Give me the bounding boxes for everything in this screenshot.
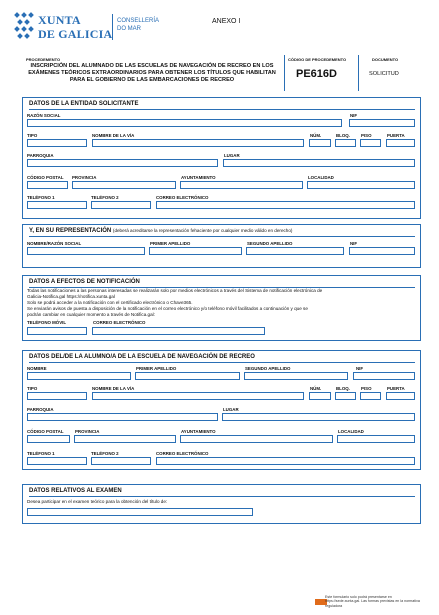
alumno-lugar-field[interactable] xyxy=(222,413,415,421)
rep-nif-field[interactable] xyxy=(349,247,415,255)
field-label: Solo se podrá acceder a la notificación con el certificado electrónico o Chave365. xyxy=(27,300,193,305)
field-label: NOMBRE xyxy=(27,366,47,371)
telefono2-field[interactable] xyxy=(91,201,151,209)
field-label: NOMBRE DE LA VÍA xyxy=(92,133,135,138)
field-label: CÓDIGO POSTAL xyxy=(27,429,64,434)
field-label: NIF xyxy=(350,241,358,246)
alumno-bloque-field[interactable] xyxy=(335,392,356,400)
field-label: AYUNTAMIENTO xyxy=(181,175,216,180)
alumno-telefono2-field[interactable] xyxy=(91,457,151,465)
alumno-ayuntamiento-field[interactable] xyxy=(180,435,333,443)
field-label: LUGAR xyxy=(224,153,240,158)
procedure-code: PE616D xyxy=(296,68,337,80)
alumno-tipo-via-field[interactable] xyxy=(27,392,87,400)
field-label: TELÉFONO 1 xyxy=(27,195,55,200)
nif-field[interactable] xyxy=(349,119,415,127)
section-student: DATOS DEL/DE LA ALUMNO/A DE LA ESCUELA DE NAVEGACIÓN DE RECREO NOMBRE PRIMER APELLIDO SEGUNDO APELLIDO NIF TIPO NOMBRE DE LA VÍA NÚM. BLOQ. PISO PUERTA PARROQUIA LUGAR CÓDIGO POSTAL PROVINCIA AYUNTAMIENTO LOCALIDAD TELÉFONO 1 TELÉFONO 2 CORREO ELECTRÓNICO xyxy=(22,350,421,470)
field-label: PUERTA xyxy=(387,386,405,391)
alumno-nombre-via-field[interactable] xyxy=(92,392,304,400)
field-label: PUERTA xyxy=(387,133,405,138)
field-label: Galicia-Notifica.gal https://notifica.xunta.gal xyxy=(27,294,115,299)
parroquia-field[interactable] xyxy=(27,159,218,167)
rep-apellido1-field[interactable] xyxy=(149,247,242,255)
xunta-emblem-icon xyxy=(14,12,34,44)
alumno-apellido1-field[interactable] xyxy=(135,372,240,380)
alumno-piso-field[interactable] xyxy=(360,392,381,400)
alumno-apellido2-field[interactable] xyxy=(244,372,348,380)
field-label: LUGAR xyxy=(223,407,239,412)
field-label: Se enviarán avisos de puesta a disposición de la notificación en el correo electrónico y/o teléfono móvil facilitados a continuación y que se xyxy=(27,306,308,311)
field-label: PRIMER APELLIDO xyxy=(136,366,177,371)
field-label: TELÉFONO 2 xyxy=(91,451,119,456)
procedure-title: INSCRIPCIÓN DEL ALUMNADO DE LAS ESCUELAS DE NAVEGACIÓN DE RECREO EN LOS EXÁMENES TEÓRICOS EXTRAORDINARIOS PARA OBTENER LOS TÍTULOS QUE HABILITAN PARA EL GOBIERNO DE LAS EMBARCACIONES DE RECREO xyxy=(28,63,276,83)
section-representation: Y, EN SU REPRESENTACIÓN (deberá acreditarse la representación fehaciente por cualquier medio válido en derecho) NOMBRE/RAZÓN SOCIAL PRIMER APELLIDO SEGUNDO APELLIDO NIF xyxy=(22,224,421,268)
notif-email-field[interactable] xyxy=(92,327,265,335)
field-label: NOMBRE/RAZÓN SOCIAL xyxy=(27,241,82,246)
field-label: CORREO ELECTRÓNICO xyxy=(156,451,209,456)
telefono1-field[interactable] xyxy=(27,201,87,209)
field-label: TELÉFONO MÓVIL xyxy=(27,320,67,325)
field-label: RAZÓN SOCIAL xyxy=(27,113,61,118)
field-label: LOCALIDAD xyxy=(308,175,334,180)
field-label: SEGUNDO APELLIDO xyxy=(245,366,291,371)
alumno-puerta-field[interactable] xyxy=(386,392,415,400)
section-applicant-entity: DATOS DE LA ENTIDAD SOLICITANTE RAZÓN SOCIAL NIF TIPO NOMBRE DE LA VÍA NÚM. BLOQ. PISO PUERTA PARROQUIA LUGAR CÓDIGO POSTAL PROVINCIA AYUNTAMIENTO LOCALIDAD TELÉFONO 1 TELÉFONO 2 CORREO ELECTRÓNICO xyxy=(22,97,421,219)
procedure-header: PROCEDEMENTO INSCRIPCIÓN DEL ALUMNADO DE LAS ESCUELAS DE NAVEGACIÓN DE RECREO EN LOS EXÁMENES TEÓRICOS EXTRAORDINARIOS PARA OBTENER LOS TÍTULOS QUE HABILITAN PARA EL GOBIERNO DE LAS EMBARCACIONES DE RECREO CÓDIGO DE PROCEDEMENTO PE616D DOCUMENTO SOLICITUD xyxy=(22,55,421,91)
alumno-email-field[interactable] xyxy=(156,457,415,465)
field-label: NIF xyxy=(356,366,364,371)
lugar-field[interactable] xyxy=(223,159,415,167)
document-type: SOLICITUD xyxy=(369,71,399,77)
movil-field[interactable] xyxy=(27,327,87,335)
alumno-provincia-field[interactable] xyxy=(74,435,176,443)
ayuntamiento-field[interactable] xyxy=(180,181,303,189)
xunta-logo: XUNTA DE GALICIA CONSELLERÍA DO MAR xyxy=(14,10,134,46)
field-label: NIF xyxy=(350,113,358,118)
field-label: BLOQ. xyxy=(336,133,350,138)
field-label: TIPO xyxy=(27,386,38,391)
field-label: TELÉFONO 2 xyxy=(91,195,119,200)
razon-social-field[interactable] xyxy=(27,119,342,127)
field-label: TELÉFONO 1 xyxy=(27,451,55,456)
piso-field[interactable] xyxy=(360,139,381,147)
rep-apellido2-field[interactable] xyxy=(246,247,344,255)
alumno-localidad-field[interactable] xyxy=(337,435,415,443)
field-label: SEGUNDO APELLIDO xyxy=(247,241,293,246)
section-exam: DATOS RELATIVOS AL EXAMEN Desea participar en el examen teórico para la obtención del título de: xyxy=(22,484,421,524)
field-label: LOCALIDAD xyxy=(338,429,364,434)
annex-label: ANEXO I xyxy=(212,18,241,25)
field-label: PARROQUIA xyxy=(27,407,54,412)
field-label: AYUNTAMIENTO xyxy=(181,429,216,434)
numero-field[interactable] xyxy=(309,139,331,147)
localidad-field[interactable] xyxy=(307,181,415,189)
field-label: CÓDIGO POSTAL xyxy=(27,175,64,180)
field-label: NOMBRE DE LA VÍA xyxy=(92,386,135,391)
alumno-nombre-field[interactable] xyxy=(27,372,131,380)
alumno-numero-field[interactable] xyxy=(309,392,331,400)
bloque-field[interactable] xyxy=(335,139,356,147)
field-label: PROVINCIA xyxy=(72,175,97,180)
field-label: PARROQUIA xyxy=(27,153,54,158)
provincia-field[interactable] xyxy=(72,181,176,189)
section-notification: DATOS A EFECTOS DE NOTIFICACIÓN Todas las notificaciones a las personas interesadas se realizarán solo por medios electrónicos a través del Sistema de notificación electrónica de Galicia-Notifica.gal https://notifica.xunta.gal Solo se podrá acceder a la notificación con el certificado electrónico o Chave365. Se enviarán avisos de puesta a disposición de la notificación en el correo electrónico y/o teléfono móvil facilitados a continuación y que se podrán cambiar en cualquier momento a través de Notifica.gal: TELÉFONO MÓVIL CORREO ELECTRÓNICO xyxy=(22,275,421,341)
email-field[interactable] xyxy=(156,201,415,209)
field-label: TIPO xyxy=(27,133,38,138)
rep-nombre-field[interactable] xyxy=(27,247,145,255)
alumno-parroquia-field[interactable] xyxy=(27,413,218,421)
field-label: PROVINCIA xyxy=(75,429,100,434)
alumno-cp-field[interactable] xyxy=(27,435,70,443)
alumno-telefono1-field[interactable] xyxy=(27,457,87,465)
field-label: CORREO ELECTRÓNICO xyxy=(156,195,209,200)
footer-note: Este formulario solo podrá presentarse en https://sede.xunta.gal. Las formas previstas en la normativa reguladora xyxy=(325,594,420,608)
codigo-postal-field[interactable] xyxy=(27,181,68,189)
field-label: Todas las notificaciones a las personas interesadas se realizarán solo por medios electrónicos a través del Sistema de notificación electrónica de xyxy=(27,288,323,293)
field-label: BLOQ. xyxy=(336,386,350,391)
nombre-via-field[interactable] xyxy=(92,139,304,147)
field-label: podrán cambiar en cualquier momento a través de Notifica.gal: xyxy=(27,312,155,317)
field-label: NÚM. xyxy=(310,133,322,138)
exam-title-field[interactable] xyxy=(27,508,253,516)
field-label: PISO xyxy=(361,386,372,391)
field-label: Desea participar en el examen teórico para la obtención del título de: xyxy=(27,499,168,504)
field-label: PRIMER APELLIDO xyxy=(150,241,191,246)
puerta-field[interactable] xyxy=(386,139,415,147)
field-label: PISO xyxy=(361,133,372,138)
field-label: NÚM. xyxy=(310,386,322,391)
tipo-via-field[interactable] xyxy=(27,139,87,147)
alumno-nif-field[interactable] xyxy=(353,372,415,380)
field-label: CORREO ELECTRÓNICO xyxy=(93,320,146,325)
